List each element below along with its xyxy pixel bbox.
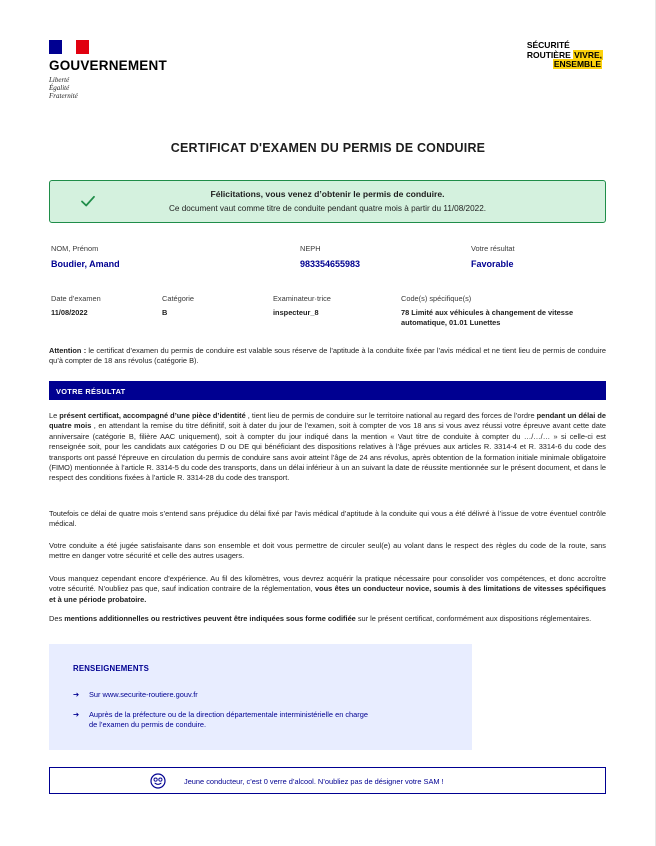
sam-message: Jeune conducteur, c’est 0 verre d’alcool. N’oubliez pas de désigner votre SAM ! — [184, 777, 444, 786]
result-label: Votre résultat — [471, 244, 515, 253]
neph-value: 983354655983 — [300, 259, 361, 269]
arrow-right-icon: ➔ — [73, 690, 80, 699]
paragraph-medical: Toutefois ce délai de quatre mois s’entend sans préjudice du délai fixé par l’avis médical d’aptitude à la conduite qui vous a été délivré à l’issue de votre éventuel contrôle médical. — [49, 509, 606, 529]
section-title: VOTRE RÉSULTAT — [49, 381, 606, 400]
sam-banner — [49, 767, 606, 794]
category-label: Catégorie — [162, 294, 195, 303]
result-value: Favorable — [471, 259, 514, 269]
info-item-website[interactable]: ➔ Sur www.securite-routiere.gouv.fr — [73, 690, 198, 699]
info-item-prefecture: ➔ Auprès de la préfecture ou de la direction départementale interministérielle en charge de l’examen du permis de conduire. — [73, 710, 368, 729]
codes-label: Code(s) spécifique(s) — [401, 294, 472, 303]
examiner-value: inspecteur_8 — [273, 308, 319, 317]
success-alert — [49, 180, 606, 223]
codes-value: 78 Limité aux véhicules à changement de vitesse automatique, 01.01 Lunettes — [401, 308, 574, 327]
info-box — [49, 644, 472, 750]
validity-message: Ce document vaut comme titre de conduite pendant quatre mois à partir du 11/08/2022. — [168, 204, 487, 213]
success-message: Félicitations, vous venez d’obtenir le permis de conduire. — [210, 189, 445, 199]
government-name: GOUVERNEMENT — [49, 58, 167, 73]
government-logo — [49, 40, 167, 100]
arrow-right-icon: ➔ — [73, 710, 80, 719]
name-value: Boudier, Amand — [51, 259, 120, 269]
name-label: NOM, Prénom — [51, 244, 99, 253]
paragraph-mentions: Des mentions additionnelles ou restrictives peuvent être indiquées sous forme codifiée sur le présent certificat, conformément aux dispositions réglementaires. — [49, 614, 592, 623]
smiley-icon — [150, 773, 166, 789]
attention-note: Attention : le certificat d’examen du permis de conduire est valable sous réserve de l’aptitude à la conduite fixée par l’avis médical et ne tient lieu de permis de conduire qu’à compter de 18 ans révolus (catégorie B). — [49, 346, 606, 366]
paragraph-experience: Vous manquez cependant encore d’expérience. Au fil des kilomètres, vous devrez acquérir la pratique nécessaire pour consolider vos compétences, et donc accroître votre sécurité. N’oubliez pas que, sauf indication contraire de la réglementation, vous êtes un conducteur novice, soumis à des limitations de vitesses spécifiques et à une période probatoire. — [49, 574, 606, 604]
flag-icon — [49, 40, 89, 54]
category-value: B — [162, 308, 168, 317]
neph-label: NEPH — [300, 244, 321, 253]
securite-routiere-logo: SÉCURITÉ ROUTIÈRE VIVRE, ENSEMBLE — [526, 40, 602, 69]
page-title: CERTIFICAT D'EXAMEN DU PERMIS DE CONDUIRE — [170, 141, 486, 155]
info-title: RENSEIGNEMENTS — [73, 664, 150, 673]
paragraph-driving: Votre conduite a été jugée satisfaisante dans son ensemble et doit vous permettre de circuler seul(e) au volant dans le respect des règles du code de la route, sans mettre en danger votre sécurité et celle des autres usagers. — [49, 541, 606, 561]
paragraph-validity: Le présent certificat, accompagné d’une pièce d’identité , tient lieu de permis de conduire sur le territoire national au regard des forces de l’ordre pendant un délai de quatre mois , en attendant la remise du titre définitif, soit à dater du jour de l’examen, soit à compter de vos 18 ans si vous avez réussi votre épreuve avant cette date anniversaire (catégorie B, filière AAC uniquement), soit à compter du jour indiqué dans la mention « Vaut titre de conduite à compter du …/…/… » si celle-ci est renseignée soit, pour les candidats aux catégories D ou DE qui bénéficiant des dispositions relatives à l’âge prévues aux articles R. 3314-4 et R. 3314-6 du code des transports ont passé l’épreuve en circulation du permis de conduire sans avoir atteint l’âge de 24 ans révolus, après obtention de la formation initiale minimale obligatoire (FIMO) mentionnée à l’article R. 3314-5 du code des transports, dans un délai inférieur à un an suivant la date de réussite mentionnée sur le présent document, et dans le respect des conditions fixées à l’article R. 3314-28 du code des transport. — [49, 411, 607, 483]
exam-date-label: Date d’examen — [51, 294, 101, 303]
republic-motto: Liberté Égalité Fraternité — [49, 76, 78, 100]
examiner-label: Examinateur·trice — [273, 294, 331, 303]
exam-date-value: 11/08/2022 — [51, 308, 88, 317]
